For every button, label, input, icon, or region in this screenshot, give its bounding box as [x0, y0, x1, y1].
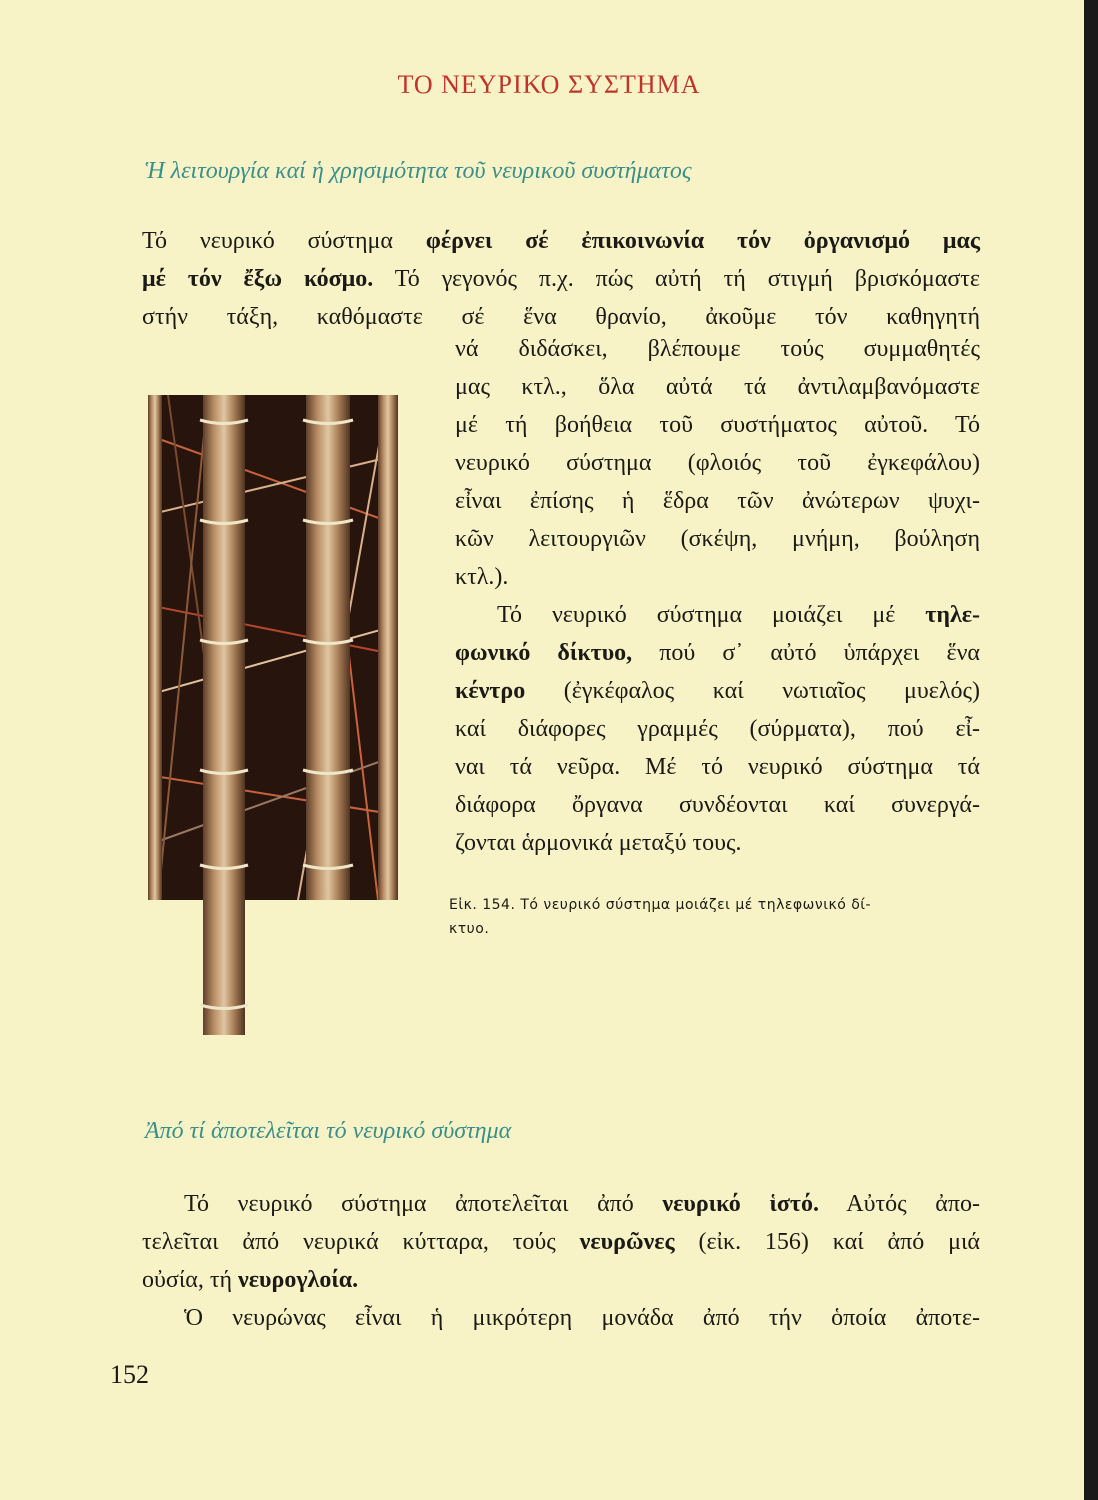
page-edge — [1084, 0, 1098, 1500]
bold-term: φωνικό δίκτυο, — [455, 640, 633, 666]
text-line: οὐσία, τή νευρογλοία. — [142, 1267, 359, 1293]
text-line: καί διάφορες γραμμές (σύρματα), πού εἶ- — [455, 716, 980, 742]
paragraph-composition — [142, 1185, 980, 1337]
text-line: Τό νευρικό σύστημα μοιάζει μέ τηλε- — [497, 602, 980, 628]
section-heading-composition: Ἀπό τί ἀποτελεῖται τό νευρικό σύστημα — [145, 1118, 512, 1144]
text-line: κῶν λειτουργιῶν (σκέψη, μνήμη, βούληση — [455, 526, 980, 552]
text-line: μας κτλ., ὅλα αὐτά τά ἀντιλαμβανόμαστε — [455, 374, 980, 400]
text-line: μέ τή βοήθεια τοῦ συστήματος αὐτοῦ. Τό — [455, 412, 980, 438]
text-line: φωνικό δίκτυο, πού σ᾽ αὐτό ὑπάρχει ἕνα — [455, 640, 980, 666]
text-line: διάφορα ὄργανα συνδέονται καί συνεργά- — [455, 792, 980, 818]
caption-line: Εἰκ. 154. Τό νευρικό σύστημα μοιάζει μέ τηλεφωνικό δί- — [449, 897, 872, 913]
text-line: μέ τόν ἔξω κόσμο. Τό γεγονός π.χ. πώς αὐτή τή στιγμή βρισκόμαστε — [142, 266, 981, 292]
text-line: στήν τάξη, καθόμαστε σέ ἕνα θρανίο, ἀκοῦμε τόν καθηγητή — [142, 304, 980, 330]
figure-caption — [449, 893, 989, 941]
caption-line: κτυο. — [449, 921, 490, 937]
text-line: ναι τά νεῦρα. Μέ τό νευρικό σύστημα τά — [455, 754, 980, 780]
paragraph-intro — [142, 222, 980, 336]
bold-term: νευρῶνες — [579, 1229, 675, 1255]
text-line: νά διδάσκει, βλέπουμε τούς συμμαθητές — [455, 336, 980, 362]
text-line: Τό νευρικό σύστημα ἀποτελεῖται ἀπό νευρικό ἱστό. Αὐτός ἀπο- — [184, 1191, 980, 1217]
text-line: ζονται ἁρμονικά μεταξύ τους. — [455, 830, 742, 856]
paragraph-wrapped — [455, 330, 980, 862]
page-number: 152 — [110, 1360, 149, 1389]
text-line: κέντρο (ἐγκέφαλος καί νωτιαῖος μυελός) — [455, 678, 980, 704]
bold-term: κέντρο — [455, 678, 526, 704]
text-line: νευρικό σύστημα (φλοιός τοῦ ἐγκεφάλου) — [455, 450, 980, 476]
text-line: εἶναι ἐπίσης ἡ ἕδρα τῶν ἀνώτερων ψυχι- — [455, 488, 980, 514]
chapter-title: ΤΟ ΝΕΥΡΙΚΟ ΣΥΣΤΗΜΑ — [397, 70, 701, 99]
section-heading-function: Ἡ λειτουργία καί ἡ χρησιμότητα τοῦ νευρικοῦ συστήματος — [145, 158, 692, 184]
text-line: Τό νευρικό σύστημα φέρνει σέ ἐπικοινωνία τόν ὀργανισμό μας — [142, 228, 980, 254]
bold-term: μέ τόν ἔξω κόσμο. — [142, 266, 374, 292]
text-line: τελεῖται ἀπό νευρικά κύτταρα, τούς νευρῶνες (εἰκ. 156) καί ἀπό μιά — [142, 1229, 980, 1255]
bold-term: νευρικό ἱστό. — [662, 1191, 819, 1217]
text-line: Ὁ νευρώνας εἶναι ἡ μικρότερη μονάδα ἀπό τήν ὁποία ἀποτε- — [184, 1305, 980, 1331]
text-line: κτλ.). — [455, 564, 509, 590]
bold-term: τηλε- — [925, 602, 980, 628]
telephone-cable-photo — [148, 395, 398, 1035]
bold-term: φέρνει σέ ἐπικοινωνία τόν ὀργανισμό μας — [425, 228, 980, 254]
bold-term: νευρογλοία. — [238, 1267, 359, 1293]
